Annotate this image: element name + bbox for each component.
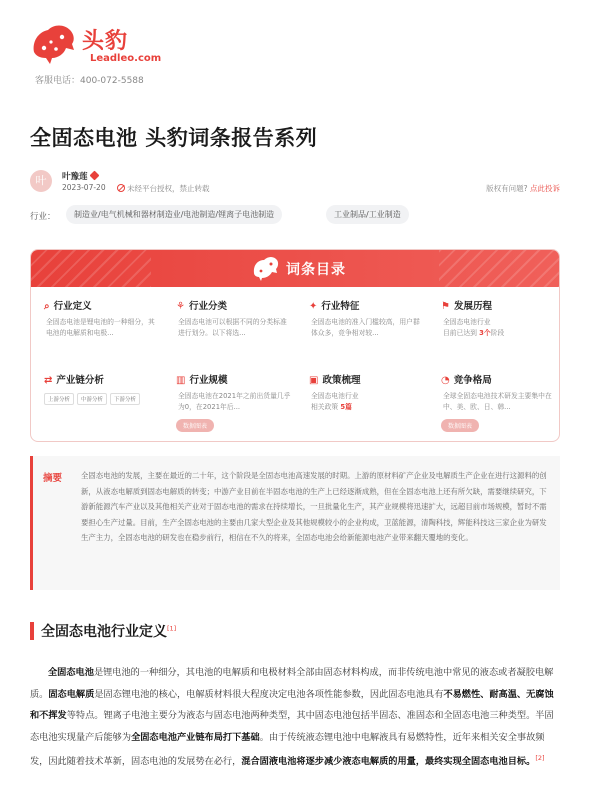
author-name[interactable] (62, 170, 98, 182)
body-span: 是锂电池的一种细分，其电池的电解质和电极材料全部由固态材料构成，而非传统电池中常见的液态或者凝胶电解质。 (30, 667, 554, 700)
chart-tag[interactable]: 数据图表 (176, 419, 214, 432)
catalog-item-desc: 全固态电池可以根据不同的分类标准进行划分。以下将选... (178, 318, 287, 337)
catalog-item-desc: 全固态电池在2021年之前出货量几乎为0，在2021年后... (178, 392, 291, 411)
term-bold: 不易燃性、耐高温、无腐蚀和不挥发 (30, 688, 554, 721)
catalog-item-desc: 全固态电池的准入门槛较高，用户群体众多，竞争相对较... (311, 318, 420, 337)
classification-icon: ⚘ (176, 301, 185, 312)
stage-count: 3个 (479, 329, 491, 337)
avatar[interactable]: 叶 (30, 170, 52, 192)
catalog-item-features[interactable] (309, 298, 424, 339)
logo-text: 头豹 (82, 29, 129, 54)
repost-notice (117, 183, 210, 194)
industry-tag[interactable]: 工业制品/工业制造 (326, 205, 409, 224)
competition-icon: ◔ (441, 375, 450, 386)
hotline: 客服电话：400-072-5588 (35, 76, 144, 86)
leopard-head-icon (251, 255, 279, 281)
history-icon: ⚑ (441, 301, 450, 312)
catalog-item-classification[interactable] (176, 298, 291, 339)
copyright-question: 版权有问题? (486, 184, 528, 193)
body-span: 。由于传统液态锂电池中电解液具有易燃特性，近年来相关安全事故频发，因此随着技术革新，固态电池的发展势在必行， (30, 731, 545, 768)
catalog-item-chain[interactable] (44, 372, 159, 405)
desc-text: 相关政策 (311, 403, 341, 411)
logo-domain: Leadleo.com (90, 53, 162, 64)
chain-icon: ⇄ (44, 375, 53, 386)
leopard-logo-icon (30, 22, 76, 64)
reference-link[interactable]: [1] (167, 624, 177, 633)
scale-icon: ▥ (176, 375, 186, 386)
definition-icon: ⌕ (44, 301, 50, 312)
reference-link[interactable]: [2] (535, 754, 545, 762)
policy-count: 5篇 (340, 403, 352, 411)
header-decoration (31, 250, 151, 287)
desc-text: 阶段 (490, 329, 505, 337)
desc-text: 目前已达到 (443, 329, 480, 337)
catalog-item-title: 行业定义 (53, 301, 92, 312)
body-span: 是固态锂电池的核心，电解质材料很大程度决定电池各项性能参数，因此固态电池具有 (94, 688, 444, 700)
catalog-item-policy[interactable] (309, 372, 424, 413)
catalog-item-history[interactable] (441, 298, 556, 339)
chart-tag[interactable]: 数据图表 (441, 419, 479, 432)
catalog-item-title: 产业链分析 (56, 375, 104, 386)
section-marker (30, 622, 34, 640)
definition-paragraph (30, 662, 560, 773)
publish-date: 2023-07-20 (62, 183, 106, 192)
desc-text: 全固态电池行业 (311, 392, 359, 400)
catalog-item-desc (309, 391, 424, 413)
logo[interactable] (30, 22, 170, 70)
term-bold: 全固态电池产业链布局打下基础 (131, 731, 260, 743)
author-name-text: 叶豫莲 (62, 172, 88, 182)
features-icon: ✦ (309, 301, 318, 312)
summary-box (30, 456, 560, 590)
catalog-item-title: 行业规模 (189, 375, 228, 386)
downstream-tag[interactable]: 下游分析 (110, 393, 140, 405)
repost-notice-text: 未经平台授权，禁止转载 (127, 184, 210, 193)
catalog-header (31, 250, 559, 287)
catalog-item-scale[interactable] (176, 372, 291, 432)
summary-label: 摘要 (43, 473, 63, 484)
section-title (41, 621, 176, 641)
catalog-item-title: 竞争格局 (453, 375, 492, 386)
catalog-item-title: 政策梳理 (322, 375, 361, 386)
catalog-item-title: 行业特征 (321, 301, 360, 312)
no-entry-icon (117, 184, 125, 192)
catalog-item-definition[interactable] (44, 298, 159, 339)
catalog-item-competition[interactable] (441, 372, 556, 432)
catalog-item-title: 发展历程 (453, 301, 492, 312)
catalog-card (30, 249, 560, 442)
body-span: 等特点。锂离子电池主要分为液态与固态电池两种类型，其中固态电池包括半固态、准固态和全固态电池三种类型。半固态电池实现量产后能够为 (30, 710, 554, 743)
copyright-notice (486, 183, 560, 194)
term-bold: 固态电解质 (48, 688, 95, 700)
desc-text: 全固态电池行业 (443, 318, 491, 326)
term-bold: 全固态电池 (48, 667, 94, 678)
verified-badge-icon (89, 171, 99, 181)
catalog-item-desc: 全球全固态电池技术研发主要集中在中、美、欧、日、韩... (443, 392, 552, 411)
section-title-text: 全固态电池行业定义 (41, 624, 167, 640)
upstream-tag[interactable]: 上游分析 (44, 393, 74, 405)
header-decoration (439, 250, 559, 287)
catalog-item-desc (441, 317, 556, 339)
industry-tag[interactable]: 制造业/电气机械和器材制造业/电池制造/锂离子电池制造 (66, 205, 282, 224)
summary-text: 全固态电池的发展，主要在最近的二十年，这个阶段是全固态电池高速发展的时期。上游的原材料矿产企业及电解质生产企业在进行这源料的创新，从液态电解质到固态电解质的转变；中游产业目前在半固态电池的生产上已经逐渐成熟，但在全固态电池上还有所欠缺，需要继续研究，下游新能源汽车产业以及其他相关产业对于固态电池的需求在持续增长，一旦批量化生产，其产业规模将迅速扩大，远超目前市场规模，暂时不需要担心生产过量。目前，生产全固态电池的主要由几家大型企业及其他规模较小的企业构成，卫蓝能源，清陶科技，辉能科技这三家企业为研发生产主力，全固态电池的研发也在稳步前行，相信在不久的将来，全固态电池会给新能源电池产业带来翻天覆地的变化。 (81, 471, 547, 542)
catalog-item-title: 行业分类 (188, 301, 227, 312)
industry-label: 行业： (30, 212, 56, 222)
catalog-title: 词条目录 (286, 262, 346, 278)
page-title: 全固态电池 头豹词条报告系列 (30, 126, 318, 150)
policy-icon: ▣ (309, 375, 319, 386)
catalog-item-desc: 全固态电池是锂电池的一种细分，其电池的电解质和电极... (46, 318, 155, 337)
midstream-tag[interactable]: 中游分析 (77, 393, 107, 405)
term-bold: 混合固液电池将逐步减少液态电解质的用量，最终实现全固态电池目标。 (241, 756, 536, 768)
report-link[interactable]: 点此投诉 (530, 184, 560, 193)
